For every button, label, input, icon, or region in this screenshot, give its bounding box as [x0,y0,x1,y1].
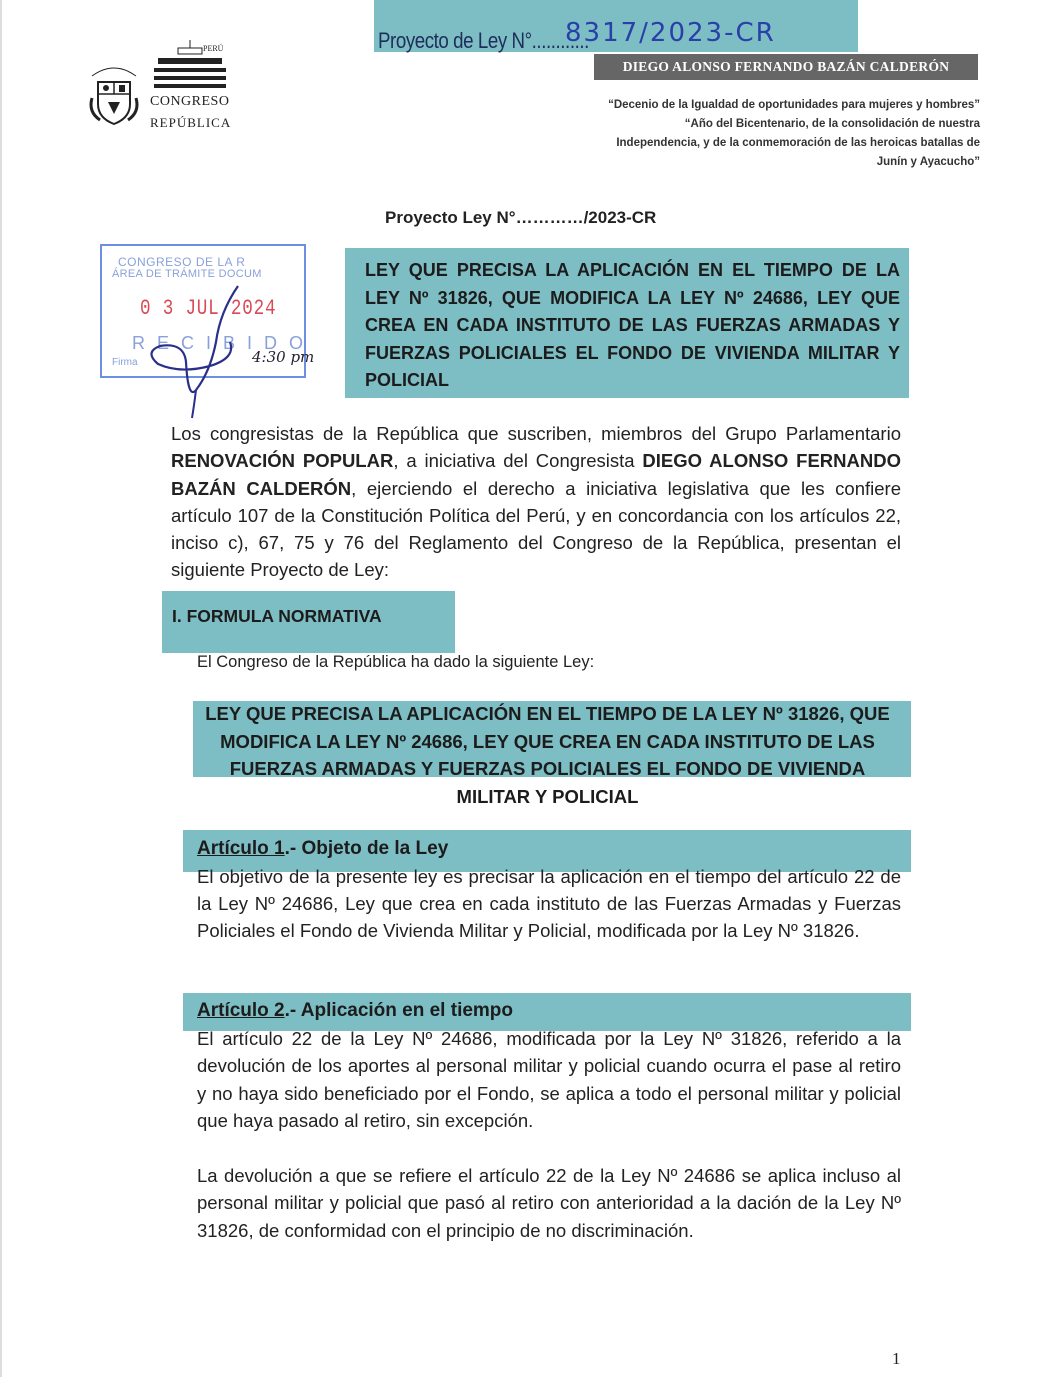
stamp-line1: CONGRESO DE LA R [118,255,246,269]
section1-heading: I. FORMULA NORMATIVA [172,606,382,626]
logo-peru-text: PERÚ [203,44,224,53]
proyecto-number: 8317/2023-CR [565,18,776,48]
logo-congreso: CONGRESO [150,94,230,109]
stamp-line2: ÁREA DE TRÁMITE DOCUM [112,268,262,280]
section1-subtext: El Congreso de la República ha dado la siguiente Ley: [197,653,595,671]
logo-republica: REPÚBLICA [150,115,232,130]
art1-heading: Artículo 1.- Objeto de la Ley [197,838,449,859]
proyecto-label: Proyecto de Ley N°............ [378,28,589,53]
peru-shield-icon [86,58,142,130]
signature-icon [140,282,250,422]
stamp-firma: Firma [112,357,138,368]
stamp-time: 4:30 pm [252,348,315,366]
art1-body: El objetivo de la presente ley es precisar la aplicación en el tiempo del artículo 22 de la Ley Nº 24686, Ley que crea en cada instituto de las Fuerzas Armadas y Fuerzas Policiales el Fondo de Vivienda Militar y Policial, modificada por la Ley Nº 31826. [197,866,901,941]
decenio-text: “Decenio de la Igualdad de oportunidades para mujeres y hombres” “Año del Bicentenario, de la consolidación de nuestra Independencia, y de la conmemoración de las heroicas batallas de Junín y Ayacucho” [608,99,980,168]
intro-paragraph: Los congresistas de la República que suscriben, miembros del Grupo Parlamentario RENOVACIÓN POPULAR, a iniciativa del Congresista DIEGO ALONSO FERNANDO BAZÁN CALDERÓN, ejerciendo el derecho a iniciativa legislativa que les confiere artículo 107 de la Constitución Política del Perú, y en concordancia con los artículos 22, inciso c), 67, 75 y 76 del Reglamento del Congreso de la República, presentan el siguiente Proyecto de Ley: [171,423,901,581]
bill-title: LEY QUE PRECISA LA APLICACIÓN EN EL TIEMPO DE LA LEY Nº 31826, QUE MODIFICA LA LEY Nº 24686, LEY QUE CREA EN CADA INSTITUTO DE LAS FUERZAS ARMADAS Y FUERZAS POLICIALES EL FONDO DE VIVIENDA MILITAR Y POLICIAL [365,260,900,390]
art2-body: El artículo 22 de la Ley Nº 24686, modificada por la Ley Nº 31826, referido a la devolución de los aportes al personal militar y policial cuando ocurra el pase al retiro y no haya sido beneficiado por el Fondo, se aplica a todo el personal militar y policial que haya pasado al retiro, sin excepción. [197,1028,901,1131]
proyecto-ley-number: Proyecto Ley N°…………/2023-CR [385,208,657,227]
law-title: LEY QUE PRECISA LA APLICACIÓN EN EL TIEMPO DE LA LEY Nº 31826, QUE MODIFICA LA LEY Nº 24686, LEY QUE CREA EN CADA INSTITUTO DE LAS FUERZAS ARMADAS Y FUERZAS POLICIALES EL FONDO DE VIVIENDA MILITAR Y POLICIAL [205,703,890,807]
page-number: 1 [892,1349,901,1368]
stamp-date: 0 3 JUL 2024 [140,296,277,321]
stamp-recibido: RECIBIDO [132,333,316,353]
art2-body-second: La devolución a que se refiere el artículo 22 de la Ley Nº 24686 se aplica incluso al personal militar y policial que pasó al retiro con anterioridad a la dación de la Ley Nº 31826, de conformidad con el principio de no discriminación. [197,1165,901,1241]
author-bar: DIEGO ALONSO FERNANDO BAZÁN CALDERÓN [594,54,978,80]
art2-heading: Artículo 2.- Aplicación en el tiempo [197,1000,514,1021]
